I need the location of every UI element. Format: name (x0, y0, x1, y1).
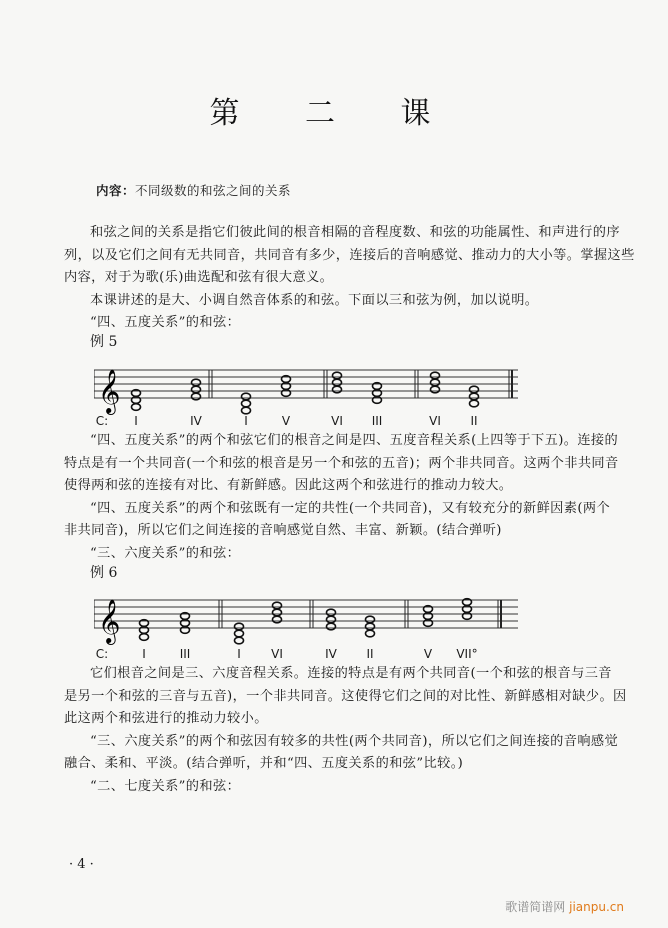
watermark-cn: 歌谱简谱网 (505, 900, 566, 914)
paragraph-line: “四、五度关系”的两个和弦既有一定的共性(一个共同音)，又有较充分的新鲜因素(两个 (90, 500, 611, 516)
subject-label: 内容： (96, 183, 136, 198)
paragraph-line: 列，以及它们之间有无共同音，共同音有多少，连接后的音响感觉、推动力的大小等。掌握这些 (64, 247, 635, 263)
paragraph-line: 使得两和弦的连接有对比、有新鲜感。因此这两个和弦进行的推动力较大。 (64, 478, 513, 493)
chord-numeral: VII° (456, 647, 478, 661)
chord-numeral: VI (271, 647, 283, 661)
music-staff-5 (94, 360, 524, 420)
example-5-label: 例 5 (90, 334, 118, 350)
chord-numeral: III (371, 414, 383, 428)
paragraph-line: 此这两个和弦进行的推动力较小。 (64, 711, 268, 726)
chord-numeral: II (366, 647, 374, 661)
paragraph-line: 是另一个和弦的三音与五音)，一个非共同音。这使得它们之间的对比性、新鲜感相对缺少。因 (64, 688, 627, 704)
paragraph-line: “三、六度关系”的和弦： (90, 545, 241, 561)
music-staff-6 (94, 590, 524, 650)
page-number: · 4 · (69, 857, 94, 872)
chord-numeral: IV (325, 647, 337, 661)
watermark-site: jianpu.cn (569, 900, 624, 914)
chord-numeral: VI (331, 414, 343, 428)
lesson-title: 第 二 课 (209, 96, 459, 131)
paragraph-line: 融合、柔和、平淡。(结合弹听，并和“四、五度关系的和弦”比较。) (64, 756, 464, 771)
example-6-staff (94, 590, 524, 654)
chord-numeral: I (237, 647, 241, 661)
subject-text: 不同级数的和弦之间的关系 (135, 183, 292, 198)
chord-numeral: I (142, 647, 146, 661)
paragraph-line: 它们根音之间是三、六度音程关系。连接的特点是有两个共同音(一个和弦的根音与三音 (90, 666, 612, 681)
section-2 (64, 430, 664, 565)
paragraph-line: “四、五度关系”的两个和弦它们的根音之间是四、五度音程关系(上四等于下五)。连接的 (90, 433, 619, 448)
watermark (505, 898, 624, 915)
chord-numeral: VI (429, 414, 441, 428)
paragraph-line: 非共同音)，所以它们之间连接的音响感觉自然、丰富、新颖。(结合弹听) (64, 523, 502, 538)
chord-numeral: I (134, 414, 138, 428)
chord-numeral: I (244, 414, 248, 428)
example-5-staff (94, 360, 524, 424)
chord-numeral: II (470, 414, 478, 428)
section-3 (64, 663, 664, 798)
paragraph-line: 和弦之间的关系是指它们彼此间的根音相隔的音程度数、和弦的功能属性、和声进行的序 (90, 225, 620, 240)
svg-text:𝄞: 𝄞 (98, 599, 121, 643)
paragraph-line: 本课讲述的是大、小调自然音体系的和弦。下面以三和弦为例，加以说明。 (90, 292, 539, 308)
chord-numeral: V (423, 647, 433, 661)
lesson-subject (96, 181, 291, 199)
paragraph-line: “四、五度关系”的和弦： (90, 315, 241, 330)
paragraph-line: “三、六度关系”的两个和弦因有较多的共性(两个共同音)，所以它们之间连接的音响感觉 (90, 733, 619, 749)
svg-text:𝄞: 𝄞 (98, 369, 121, 413)
section-1 (64, 222, 664, 335)
key-label: C: (95, 414, 109, 428)
example-6-label: 例 6 (90, 565, 118, 581)
chord-numeral: V (281, 414, 291, 428)
key-label: C: (95, 647, 109, 661)
paragraph-line: 特点是有一个共同音(一个和弦的根音是另一个和弦的五音)；两个非共同音。这两个非共同音 (64, 455, 619, 471)
paragraph-line: 内容，对于为歌(乐)曲选配和弦有很大意义。 (64, 270, 334, 285)
paragraph-line: “二、七度关系”的和弦： (90, 778, 241, 794)
chord-numeral: IV (190, 414, 202, 428)
chord-numeral: III (179, 647, 191, 661)
